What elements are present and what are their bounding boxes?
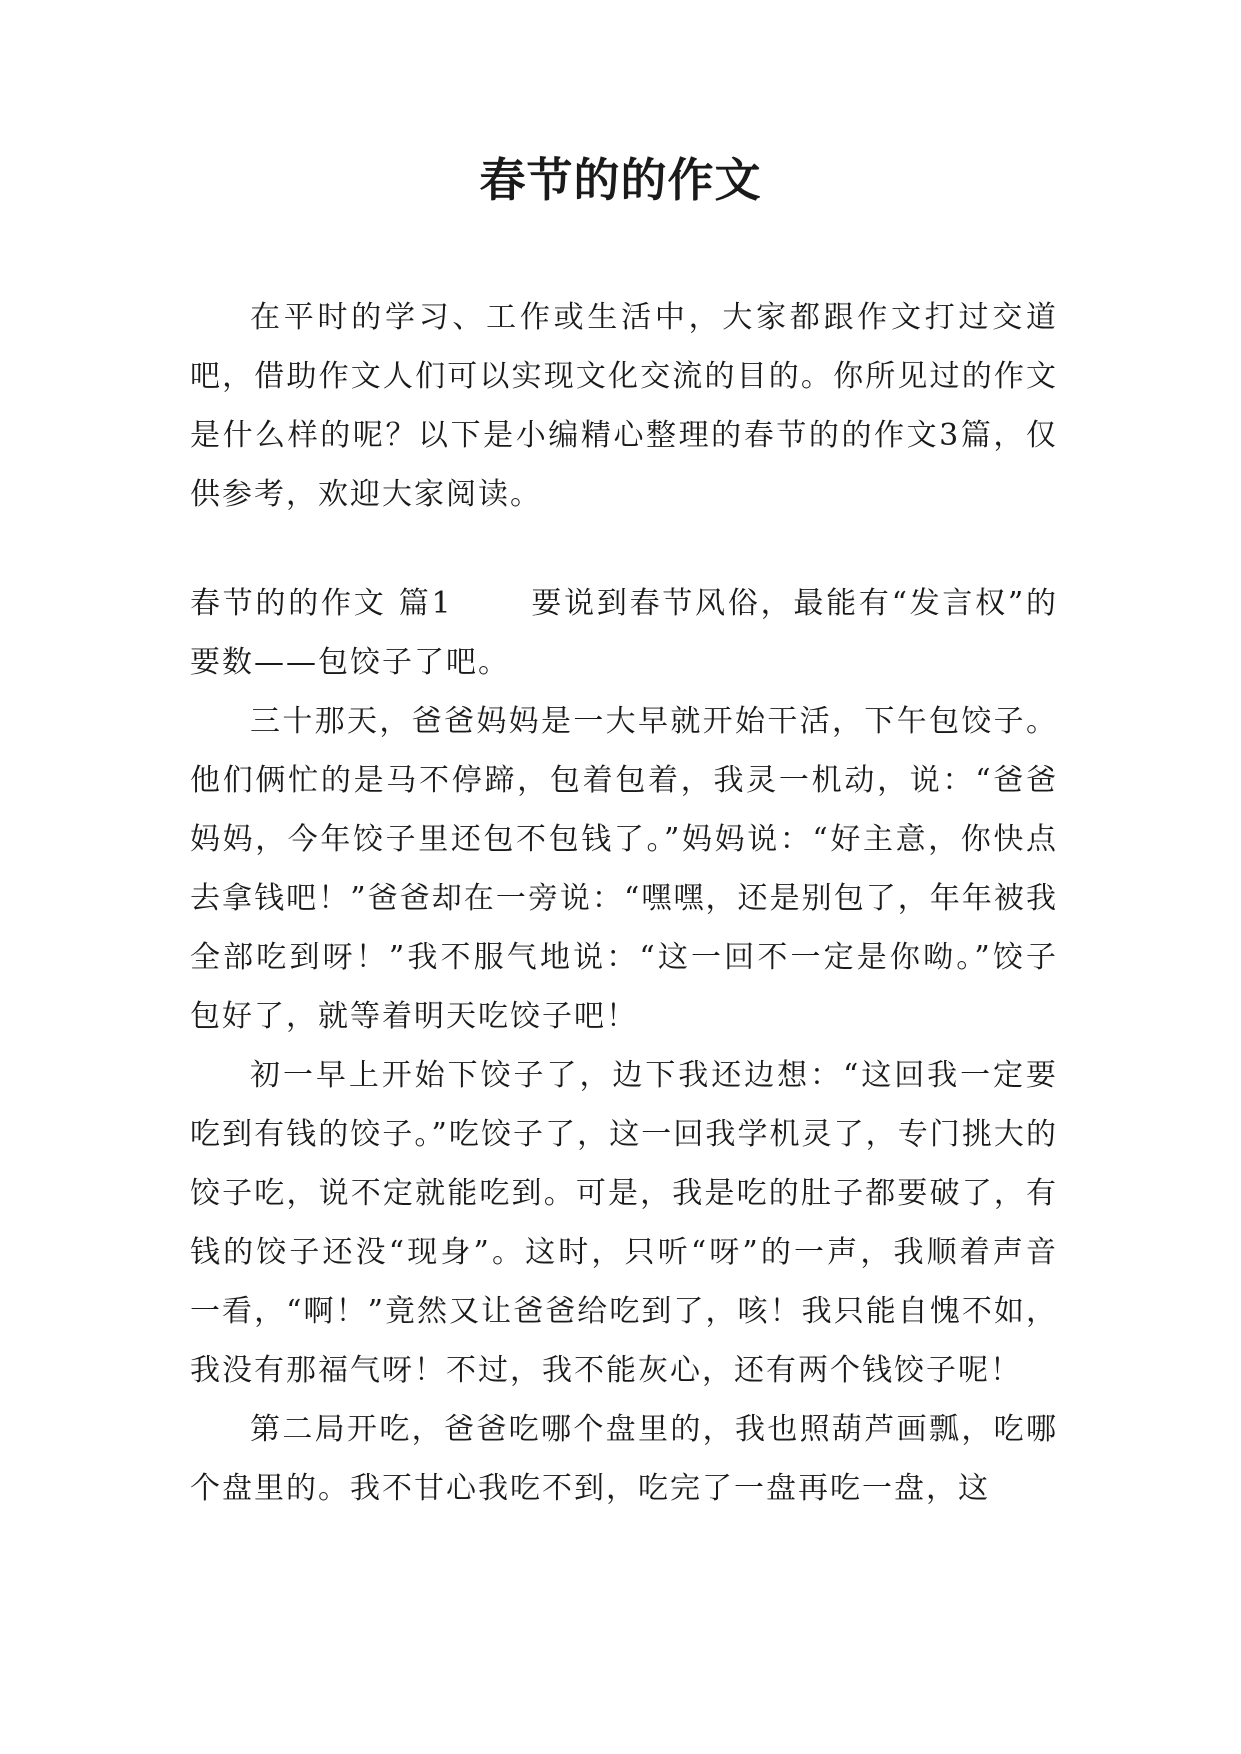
- essay-paragraph: 第二局开吃，爸爸吃哪个盘里的，我也照葫芦画瓢，吃哪个盘里的。我不甘心我吃不到，吃完了一盘再吃一盘，这: [190, 1412, 1058, 1506]
- intro-paragraph: 在平时的学习、工作或生活中，大家都跟作文打过交道吧，借助作文人们可以实现文化交流的目的。你所见过的作文是什么样的呢？以下是小编精心整理的春节的的作文3篇，仅供参考，欢迎大家阅读。: [190, 300, 1058, 512]
- intro-section: [190, 288, 1058, 524]
- essay-paragraph: 要说到春节风俗，最能有“发言权”的要数——包饺子了吧。: [190, 586, 1058, 680]
- essay-paragraph: 三十那天，爸爸妈妈是一大早就开始干活，下午包饺子。他们俩忙的是马不停蹄，包着包着，我灵一机动，说：“爸爸妈妈，今年饺子里还包不包钱了。”妈妈说：“好主意，你快点去拿钱吧！”爸爸却在一旁说：“嘿嘿，还是别包了，年年被我全部吃到呀！”我不服气地说：“这一回不一定是你呦。”饺子包好了，就等着明天吃饺子吧！: [190, 704, 1058, 1034]
- essay-paragraph: 初一早上开始下饺子了，边下我还边想：“这回我一定要吃到有钱的饺子。”吃饺子了，这一回我学机灵了，专门挑大的饺子吃，说不定就能吃到。可是，我是吃的肚子都要破了，有钱的饺子还没“现身”。这时，只听“呀”的一声，我顺着声音一看，“啊！”竟然又让爸爸给吃到了，咳！我只能自愧不如，我没有那福气呀！不过，我不能灰心，还有两个钱饺子呢！: [190, 1058, 1058, 1388]
- essay-label: 春节的的作文 篇1: [190, 586, 453, 621]
- document-title: 春节的的作文: [479, 153, 762, 207]
- essay-section: [190, 574, 1058, 1518]
- essay-first-paragraph: [190, 574, 1058, 692]
